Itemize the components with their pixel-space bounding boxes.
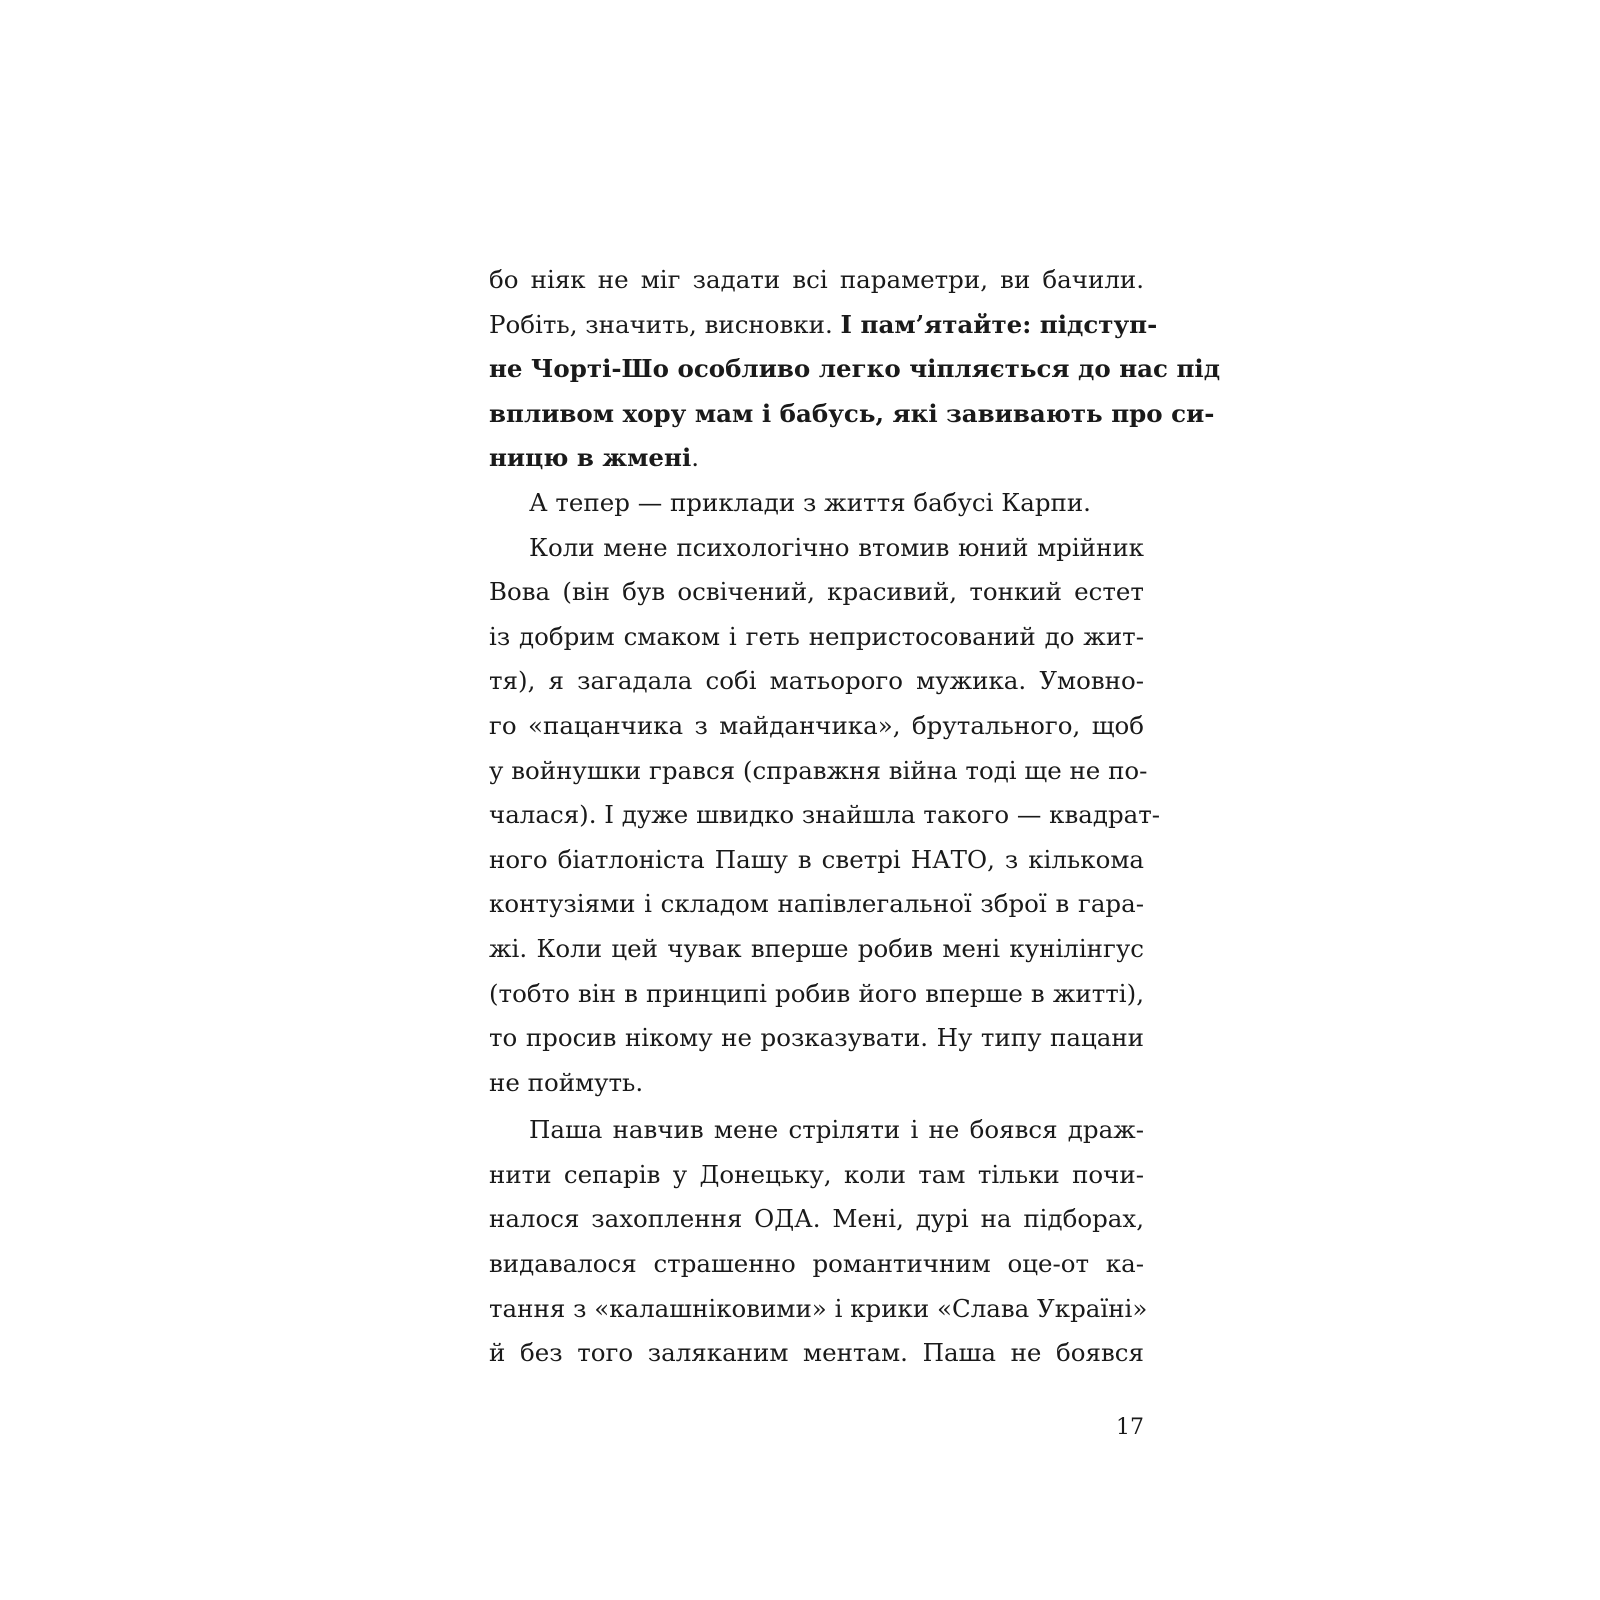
- text-line: у войнушки грався (справжня війна тоді ще не по-: [489, 755, 1148, 785]
- text-line: нити сепарів у Донецьку, коли там тільки почи-: [489, 1159, 1144, 1189]
- text-line: то просив нікому не розказувати. Ну типу пацани: [489, 1023, 1144, 1053]
- text-line: Паша навчив мене стріляти і не боявся драж-: [529, 1115, 1144, 1145]
- text-line: видавалося страшенно романтичним оце-от ка-: [489, 1249, 1144, 1279]
- text-line: ного біатлоніста Пашу в светрі НАТО, з кількома: [489, 844, 1144, 874]
- text-line: Коли мене психологічно втомив юний мрійник: [529, 532, 1144, 562]
- text-line: чалася). І дуже швидко знайшла такого — квадрат-: [489, 800, 1161, 830]
- text-line: тя), я загадала собі матьорого мужика. Умовно-: [489, 666, 1144, 696]
- text-line: ницю в жмені.: [489, 443, 700, 473]
- text-line: Вова (він був освічений, красивий, тонкий естет: [489, 577, 1144, 607]
- text-line: жі. Коли цей чувак вперше робив мені кунілінгус: [489, 933, 1144, 963]
- text-line: [489, 392, 1215, 437]
- text-line: [489, 347, 1221, 392]
- bold-text: не Чорті-Шо особливо легко чіпляється до нас під: [489, 354, 1221, 384]
- text-line: не поймуть.: [489, 1067, 644, 1097]
- text-line: налося захоплення ОДА. Мені, дурі на підборах,: [489, 1204, 1144, 1234]
- text-line: контузіями і складом напівлегальної зброї в гара-: [489, 889, 1144, 919]
- text-line: (тобто він в принципі робив його вперше в житті),: [489, 978, 1144, 1008]
- text-line: тання з «калашніковими» і крики «Слава Україні»: [489, 1293, 1148, 1323]
- text-line: го «пацанчика з майданчика», брутального, щоб: [489, 710, 1144, 740]
- bold-text: впливом хору мам і бабусь, які завивають про си-: [489, 398, 1215, 428]
- text-line: А тепер — приклади з життя бабусі Карпи.: [529, 487, 1091, 517]
- text-line: із добрим смаком і геть непристосований до жит-: [489, 621, 1144, 651]
- bold-text: І пам’ятайте: підступ-: [840, 309, 1158, 339]
- page-number: 17: [1116, 1415, 1144, 1440]
- text-line: Робіть, значить, висновки. І пам’ятайте: підступ-: [489, 309, 1158, 339]
- body-text: [489, 258, 1221, 1376]
- text-line: й без того заляканим ментам. Паша не боявся: [489, 1338, 1144, 1368]
- text-line: бо ніяк не міг задати всі параметри, ви бачили.: [489, 265, 1144, 294]
- bold-text: ницю в жмені: [489, 443, 692, 473]
